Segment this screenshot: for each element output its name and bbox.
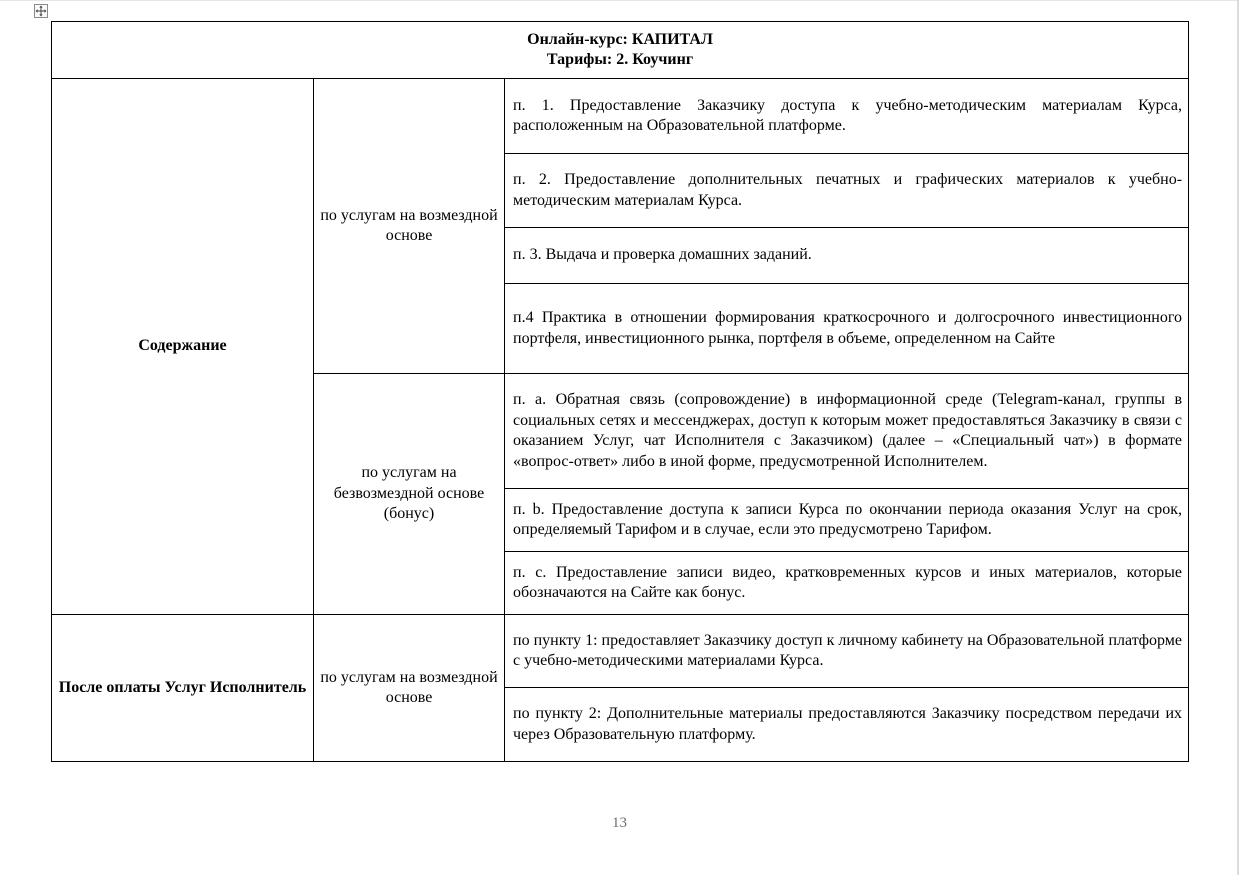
course-title: Онлайн-курс: КАПИТАЛ — [527, 30, 713, 48]
basis-cell-free[interactable] — [314, 374, 505, 615]
item-text: п. 1. Предоставление Заказчику доступа к учебно-методическим материалам Курса, расположенным на Образовательной платформе. — [513, 96, 1183, 134]
item-cell[interactable] — [505, 489, 1189, 552]
table-header-cell[interactable] — [52, 22, 1189, 79]
page-top-edge — [0, 0, 1239, 1]
category-label-content: Содержание — [138, 337, 227, 355]
category-cell-after[interactable] — [52, 615, 314, 762]
item-cell[interactable] — [505, 688, 1189, 762]
category-label-after: После оплаты Услуг Исполнитель — [58, 678, 307, 696]
item-text: п. b. Предоставление доступа к записи Курса по окончании периода оказания Услуг на срок, определяемый Тарифом и в случае, если это предусмотрено Тарифом. — [513, 500, 1183, 538]
item-cell[interactable] — [505, 374, 1189, 489]
item-text: по пункту 1: предоставляет Заказчику доступ к личному кабинету на Образовательной платформе с учебно-методическими материалами Курса. — [513, 631, 1183, 669]
page-number: 13 — [612, 815, 627, 831]
tariff-table — [51, 21, 1189, 762]
item-text: по пункту 2: Дополнительные материалы предоставляются Заказчику посредством передачи их через Образовательную платформу. — [513, 705, 1183, 743]
item-text: п. a. Обратная связь (сопровождение) в информационной среде (Telegram-канал, группы в социальных сетях и мессенджерах, доступ к которым может предоставляться Заказчику в связи с оказанием Услуг, чат Исполнителя с Заказчиком) (далее – «Специальный чат») в формате «вопрос-ответ» либо в иной форме, предусмотренной Исполнителем. — [513, 391, 1183, 470]
category-cell-content[interactable] — [52, 79, 314, 615]
item-text: п.4 Практика в отношении формирования краткосрочного и долгосрочного инвестиционного портфеля, инвестиционного рынка, портфеля в объеме, определенном на Сайте — [513, 309, 1183, 347]
basis-label-paid: по услугам на возмездной основе — [320, 206, 498, 244]
tariff-title: Тарифы: 2. Коучинг — [546, 51, 694, 68]
item-cell[interactable] — [505, 79, 1189, 154]
basis-label-free: по услугам на безвозмездной основе (бонус) — [333, 464, 485, 523]
item-text: п. 3. Выдача и проверка домашних заданий. — [513, 246, 812, 264]
item-cell[interactable] — [505, 615, 1189, 688]
item-cell[interactable] — [505, 552, 1189, 615]
basis-cell-after-paid[interactable] — [314, 615, 505, 762]
item-cell[interactable] — [505, 228, 1189, 284]
table-move-handle-icon[interactable] — [34, 4, 48, 18]
item-text: п. 2. Предоставление дополнительных печатных и графических материалов к учебно-методическим материалам Курса. — [513, 171, 1183, 209]
item-cell[interactable] — [505, 284, 1189, 374]
basis-label-after-paid: по услугам на возмездной основе — [320, 668, 498, 706]
item-cell[interactable] — [505, 154, 1189, 228]
basis-cell-paid[interactable] — [314, 79, 505, 374]
item-text: п. c. Предоставление записи видео, кратковременных курсов и иных материалов, которые обозначаются на Сайте как бонус. — [513, 563, 1183, 601]
